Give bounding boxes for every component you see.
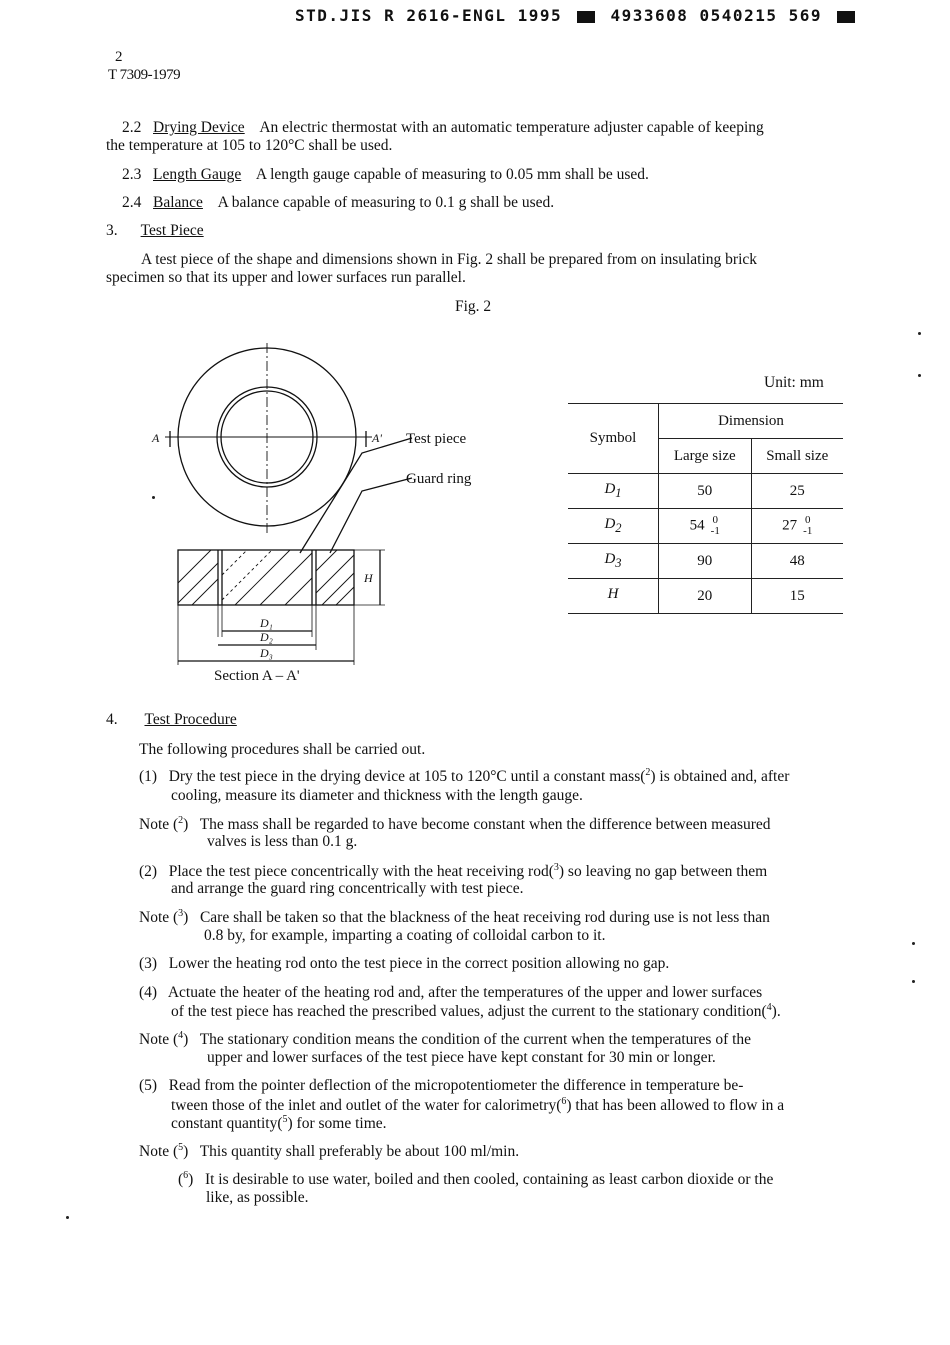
tol-up: 0 xyxy=(804,514,811,526)
note-6-cont: like, as possible. xyxy=(206,1189,309,1206)
cell-large: 20 xyxy=(659,579,752,614)
label-d2: D₂ xyxy=(260,630,273,644)
note-label: ) xyxy=(183,1031,189,1049)
procedure-3 xyxy=(139,955,669,974)
procedure-1-cont: cooling, measure its diameter and thickness with the length gauge. xyxy=(171,787,583,804)
section-title: Length Gauge xyxy=(153,166,242,183)
table-row xyxy=(568,579,843,614)
note-label: ) xyxy=(183,816,189,834)
cell-large: 90 xyxy=(659,544,752,579)
note-4 xyxy=(139,1030,751,1050)
header-block-mark xyxy=(577,11,595,23)
symbol: D xyxy=(604,551,616,568)
item-text: ) is obtained and, after xyxy=(650,768,790,786)
note-text: It is desirable to use water, boiled and then cooled, containing as least carbon dioxide or the xyxy=(204,1171,774,1189)
note-text: This quantity shall preferably be about 100 ml/min. xyxy=(199,1143,520,1161)
symbol-subscript: 2 xyxy=(615,521,622,536)
note-3 xyxy=(139,908,770,928)
label-a-prime: A' xyxy=(372,431,382,445)
section-text: An electric thermostat with an automatic temperature adjuster capable of keeping xyxy=(259,119,764,136)
item-text: Dry the test piece in the drying device at 105 to 120°C until a constant mass( xyxy=(168,768,646,786)
section-number: 3. xyxy=(106,222,118,239)
document-header xyxy=(295,6,859,26)
procedure-4 xyxy=(139,984,762,1003)
tol-down: -1 xyxy=(710,525,720,537)
section-title: Drying Device xyxy=(153,119,245,136)
section-outline xyxy=(178,550,354,605)
section-2-2-cont: the temperature at 105 to 120°C shall be used. xyxy=(106,137,393,154)
item-text: ) so leaving no gap between them xyxy=(558,863,768,881)
note-label: Note ( xyxy=(139,909,179,927)
section-title: Test Procedure xyxy=(144,711,237,728)
section-number: 2.2 xyxy=(122,119,142,136)
note-label: Note ( xyxy=(139,816,179,834)
item-text: constant quantity( xyxy=(171,1115,283,1133)
header-large: Large size xyxy=(659,439,752,474)
label-d1: D₁ xyxy=(260,616,273,630)
symbol-subscript: 1 xyxy=(615,486,622,501)
item-text: Lower the heating rod onto the test piece in the correct position allowing no gap. xyxy=(168,955,670,972)
section-number: 2.4 xyxy=(122,194,142,211)
header-dimension: Dimension xyxy=(659,404,844,439)
section-title: Balance xyxy=(153,194,203,211)
header-symbol: Symbol xyxy=(568,404,659,474)
item-text: tween those of the inlet and outlet of the water for calorimetry( xyxy=(171,1097,562,1115)
item-text: Place the test piece concentrically with the heat receiving rod( xyxy=(168,863,554,881)
value: 54 xyxy=(689,517,705,534)
footnote-ref: 4 xyxy=(766,1002,772,1013)
label-h: H xyxy=(364,571,373,585)
label-d3: D₃ xyxy=(260,646,273,660)
tolerance xyxy=(711,515,720,537)
item-text: ) that has been allowed to flow in a xyxy=(566,1097,785,1115)
section-caption: Section A – A' xyxy=(214,668,300,684)
label-guard-ring: Guard ring xyxy=(406,471,472,487)
footnote-ref: 2 xyxy=(178,815,184,826)
note-label: ( xyxy=(178,1171,184,1189)
note-label: Note ( xyxy=(139,1031,179,1049)
procedure-2-cont: and arrange the guard ring concentrically with test piece. xyxy=(171,880,524,897)
item-text: Actuate the heater of the heating rod and, after the temperatures of the upper and lower surfaces xyxy=(167,984,763,1001)
item-text: ). xyxy=(771,1003,781,1021)
note-4-cont: upper and lower surfaces of the test piece have kept constant for 30 min or longer. xyxy=(207,1049,716,1066)
section-2-3 xyxy=(122,166,649,185)
cell-small: 48 xyxy=(751,544,843,579)
item-text: of the test piece has reached the prescribed values, adjust the current to the stationary condition( xyxy=(171,1003,767,1021)
header-small: Small size xyxy=(751,439,843,474)
cell-small: 15 xyxy=(751,579,843,614)
table-row xyxy=(568,544,843,579)
note-label: ) xyxy=(188,1171,194,1189)
note-label: ) xyxy=(183,909,189,927)
test-piece-diagram xyxy=(140,335,520,695)
procedure-5 xyxy=(139,1077,743,1096)
header-code: STD.JIS R 2616-ENGL 1995 xyxy=(295,6,563,25)
note-label: Note ( xyxy=(139,1143,179,1161)
footnote-ref: 5 xyxy=(178,1142,184,1153)
item-number: (3) xyxy=(139,955,158,972)
tolerance xyxy=(803,515,812,537)
cell-large: 50 xyxy=(659,474,752,509)
item-number: (5) xyxy=(139,1077,158,1094)
note-text: Care shall be taken so that the blackness of the heat receiving rod during use is not less than xyxy=(199,909,770,927)
symbol-subscript: 3 xyxy=(615,556,622,571)
scan-speck xyxy=(152,496,155,499)
value: 27 xyxy=(782,517,798,534)
label-a: A xyxy=(152,431,160,445)
section-number: 2.3 xyxy=(122,166,142,183)
note-text: The mass shall be regarded to have become constant when the difference between measured xyxy=(199,816,771,834)
footnote-ref: 4 xyxy=(178,1030,184,1041)
figure-title: Fig. 2 xyxy=(455,298,492,315)
symbol: D xyxy=(604,516,616,533)
procedure-5-cont-2 xyxy=(171,1114,387,1134)
cell-large xyxy=(659,509,752,544)
item-number: (4) xyxy=(139,984,158,1001)
tol-up: 0 xyxy=(712,514,718,526)
page-number: 2 xyxy=(115,49,123,65)
item-text: ) for some time. xyxy=(287,1115,387,1133)
scan-speck xyxy=(918,332,921,335)
item-number: (2) xyxy=(139,863,158,881)
section-2-2 xyxy=(122,119,764,138)
cell-small: 25 xyxy=(751,474,843,509)
cell-small xyxy=(751,509,843,544)
section-number: 4. xyxy=(106,711,118,728)
section-3 xyxy=(106,222,204,241)
note-6 xyxy=(178,1170,773,1190)
footnote-ref: 2 xyxy=(645,767,651,778)
footnote-ref: 6 xyxy=(561,1096,567,1107)
footnote-ref: 5 xyxy=(282,1114,288,1125)
item-number: (1) xyxy=(139,768,158,786)
label-test-piece: Test piece xyxy=(406,431,467,447)
table-row xyxy=(568,474,843,509)
section-3-text-1: A test piece of the shape and dimensions shown in Fig. 2 shall be prepared from on insulating brick xyxy=(141,251,758,268)
scan-speck xyxy=(918,374,921,377)
note-text: The stationary condition means the condition of the current when the temperatures of the xyxy=(199,1031,752,1049)
item-text: Read from the pointer deflection of the micropotentiometer the difference in temperature be- xyxy=(168,1077,744,1094)
symbol: H xyxy=(607,586,619,603)
procedure-4-cont xyxy=(171,1002,781,1022)
scan-speck xyxy=(912,980,915,983)
section-title: Test Piece xyxy=(140,222,204,239)
footnote-ref: 3 xyxy=(553,862,559,873)
dimension-table xyxy=(568,403,843,614)
table-unit: Unit: mm xyxy=(764,374,824,391)
symbol: D xyxy=(604,481,616,498)
tol-down: -1 xyxy=(803,525,813,537)
note-3-cont: 0.8 by, for example, imparting a coating of colloidal carbon to it. xyxy=(204,927,606,944)
note-2-cont: valves is less than 0.1 g. xyxy=(207,833,358,850)
scan-speck xyxy=(66,1216,69,1219)
footnote-ref: 3 xyxy=(178,908,184,919)
footnote-ref: 6 xyxy=(183,1170,189,1181)
note-5 xyxy=(139,1142,519,1162)
section-4 xyxy=(106,711,237,730)
section-3-text-2: specimen so that its upper and lower surfaces run parallel. xyxy=(106,269,466,286)
header-block-mark-end xyxy=(837,11,855,23)
scan-speck xyxy=(912,942,915,945)
section-text: A length gauge capable of measuring to 0.05 mm shall be used. xyxy=(255,166,649,183)
section-text: A balance capable of measuring to 0.1 g shall be used. xyxy=(217,194,555,211)
procedure-1 xyxy=(139,767,789,787)
section-4-intro: The following procedures shall be carried out. xyxy=(139,741,426,758)
note-label: ) xyxy=(183,1143,189,1161)
header-serial: 4933608 0540215 569 xyxy=(610,6,822,25)
standard-id: T 7309-1979 xyxy=(108,67,181,83)
table-row xyxy=(568,509,843,544)
section-2-4 xyxy=(122,194,554,213)
